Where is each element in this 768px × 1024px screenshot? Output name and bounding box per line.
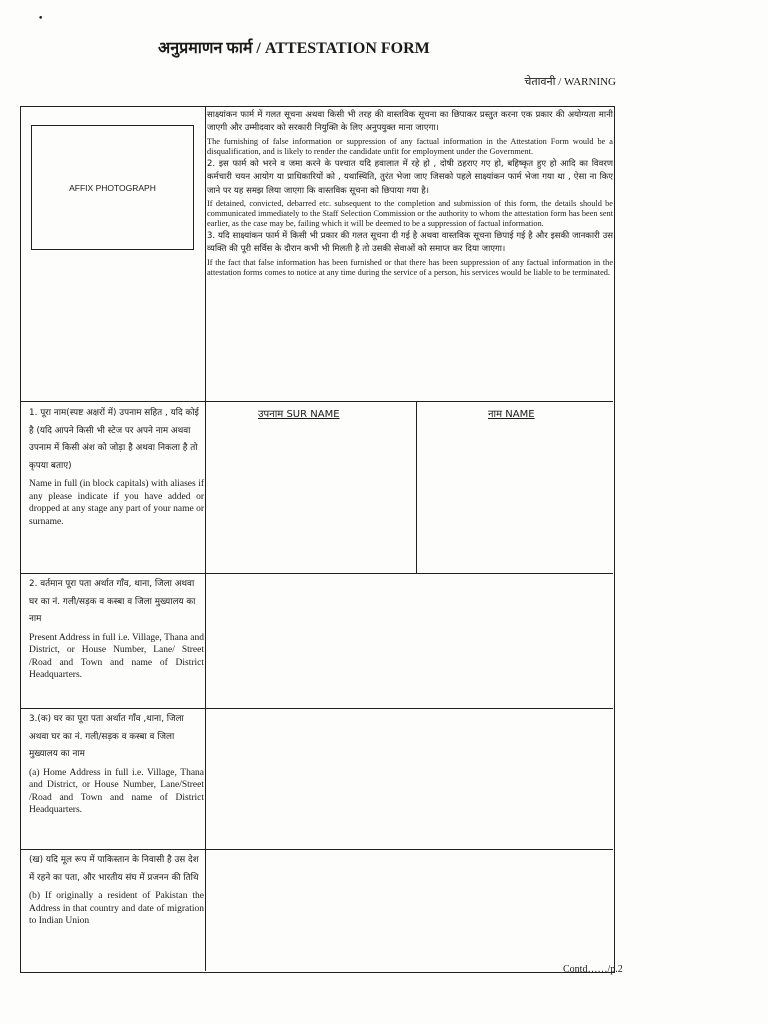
warning-1-hindi: साक्ष्यांकन फार्म में गलत सूचना अथवा किसी भी तरह की वास्तविक सूचना का छिपाकर प्रस्तुत करना एक प्रकार की अयोग्यता मानी जाएगी और उम्मीदवार को सरकारी नियुक्ति के लिए अनुपयुक्त माना जाएगा। — [207, 110, 613, 134]
warning-2-hindi: 2. इस फार्म को भरने व जमा करने के पश्चात यदि हवालात में रहे हो , दोषी ठहराए गए हो, बहिष्कृत हुए हो आदि का विवरण कर्मचारी चयन आयोग या प्राधिकारियों को , यथास्थिति, तुरंत भेजा जाए जिसको पहले साक्ष्यांकन फार्म भेजा गया था , ऐसा ना किए जाने पर यह समझ लिया जाएगा कि वास्तविक सूचना को छिपाया गया है। — [207, 158, 613, 196]
row-divider — [21, 849, 613, 850]
warning-heading: चेतावनी / WARNING — [524, 76, 616, 88]
question-3b-english: (b) If originally a resident of Pakistan the Address in that country and date of migration to Indian Union — [29, 891, 204, 926]
page-title: अनुप्रमाणन फार्म / ATTESTATION FORM — [158, 40, 430, 57]
question-3a-home-address — [29, 711, 204, 817]
row-divider — [21, 708, 613, 709]
photo-label: AFFIX PHOTOGRAPH — [69, 182, 156, 193]
question-2-english: Present Address in full i.e. Village, Thana and District, or House Number, Lane/ Street /Road and Town and name of District Headquarters. — [29, 632, 204, 680]
name-column-header: नाम NAME — [488, 409, 535, 420]
question-1-full-name — [29, 405, 204, 528]
question-1-english: Name in full (in block capitals) with aliases if any please indicate if you have added or dropped at any stage any part of your name or surname. — [29, 479, 204, 527]
column-divider-name — [416, 401, 417, 573]
warning-3-hindi: 3. यदि साक्ष्यांकन फार्म में किसी भी प्रकार की गलत सूचना दी गई है अथवा वास्तविक सूचना छिपाई गई है और इसकी जानकारी उस व्यक्ति की पूरी सर्विस के दौरान कभी भी मिलती है तो उसकी सेवाओं को समाप्त कर दिया जाएगा। — [207, 231, 613, 255]
column-divider — [205, 107, 206, 971]
affix-photograph-box[interactable] — [31, 125, 194, 250]
row-divider — [21, 401, 613, 402]
question-3b-pakistan-address — [29, 852, 204, 928]
continued-label: Contd……/p.2 — [563, 964, 623, 975]
warning-3-english: If the fact that false information has been furnished or that there has been suppression of any factual information in the attestation forms comes to notice at any time during the service of a person, his services would be liable to be terminated. — [207, 257, 613, 277]
question-3a-hindi: 3.(क) घर का पूरा पता अर्थात गाँव ,थाना, जिला अथवा घर का नं. गली/सड़क व कस्बा व जिला मुख्यालय का नाम — [29, 714, 184, 759]
question-1-hindi: 1. पूरा नाम(स्पष्ट अक्षरों में) उपनाम सहित , यदि कोई है (यदि आपने किसी भी स्टेज पर अपने नाम अथवा उपनाम में किसी अंश को जोड़ा है अथवा निकला है तो कृपया बताए) — [29, 408, 199, 471]
warning-1-english: The furnishing of false information or suppression of any factual information in the Attestation Form would be a disqualification, and is likely to render the candidate unfit for employment under the Government. — [207, 136, 613, 156]
corner-mark: • — [38, 14, 44, 24]
attestation-form-table — [20, 106, 615, 973]
question-2-present-address — [29, 576, 204, 682]
surname-column-header: उपनाम SUR NAME — [258, 409, 340, 420]
question-3b-hindi: (ख) यदि मूल रूप में पाकिस्तान के निवासी है उस देश में रहने का पता, और भारतीय संघ में प्रजनन की तिथि — [29, 855, 199, 883]
warning-2-english: If detained, convicted, debarred etc. subsequent to the completion and submission of this form, the details should be communicated immediately to the Staff Selection Commission or the authority to whom the attestation form has been sent earlier, as the case may be, failing which it will be deemed to be a suppression of factual information. — [207, 199, 613, 229]
question-3a-english: (a) Home Address in full i.e. Village, Thana and District, or House Number, Lane/Street /Road and Town and name of District Headquarters. — [29, 767, 204, 815]
row-divider — [21, 573, 613, 574]
warning-text — [207, 109, 613, 279]
question-2-hindi: 2. वर्तमान पूरा पता अर्थात गाँव, थाना, जिला अथवा घर का नं. गली/सड़क व कस्बा व जिला मुख्यालय का नाम — [29, 579, 196, 624]
